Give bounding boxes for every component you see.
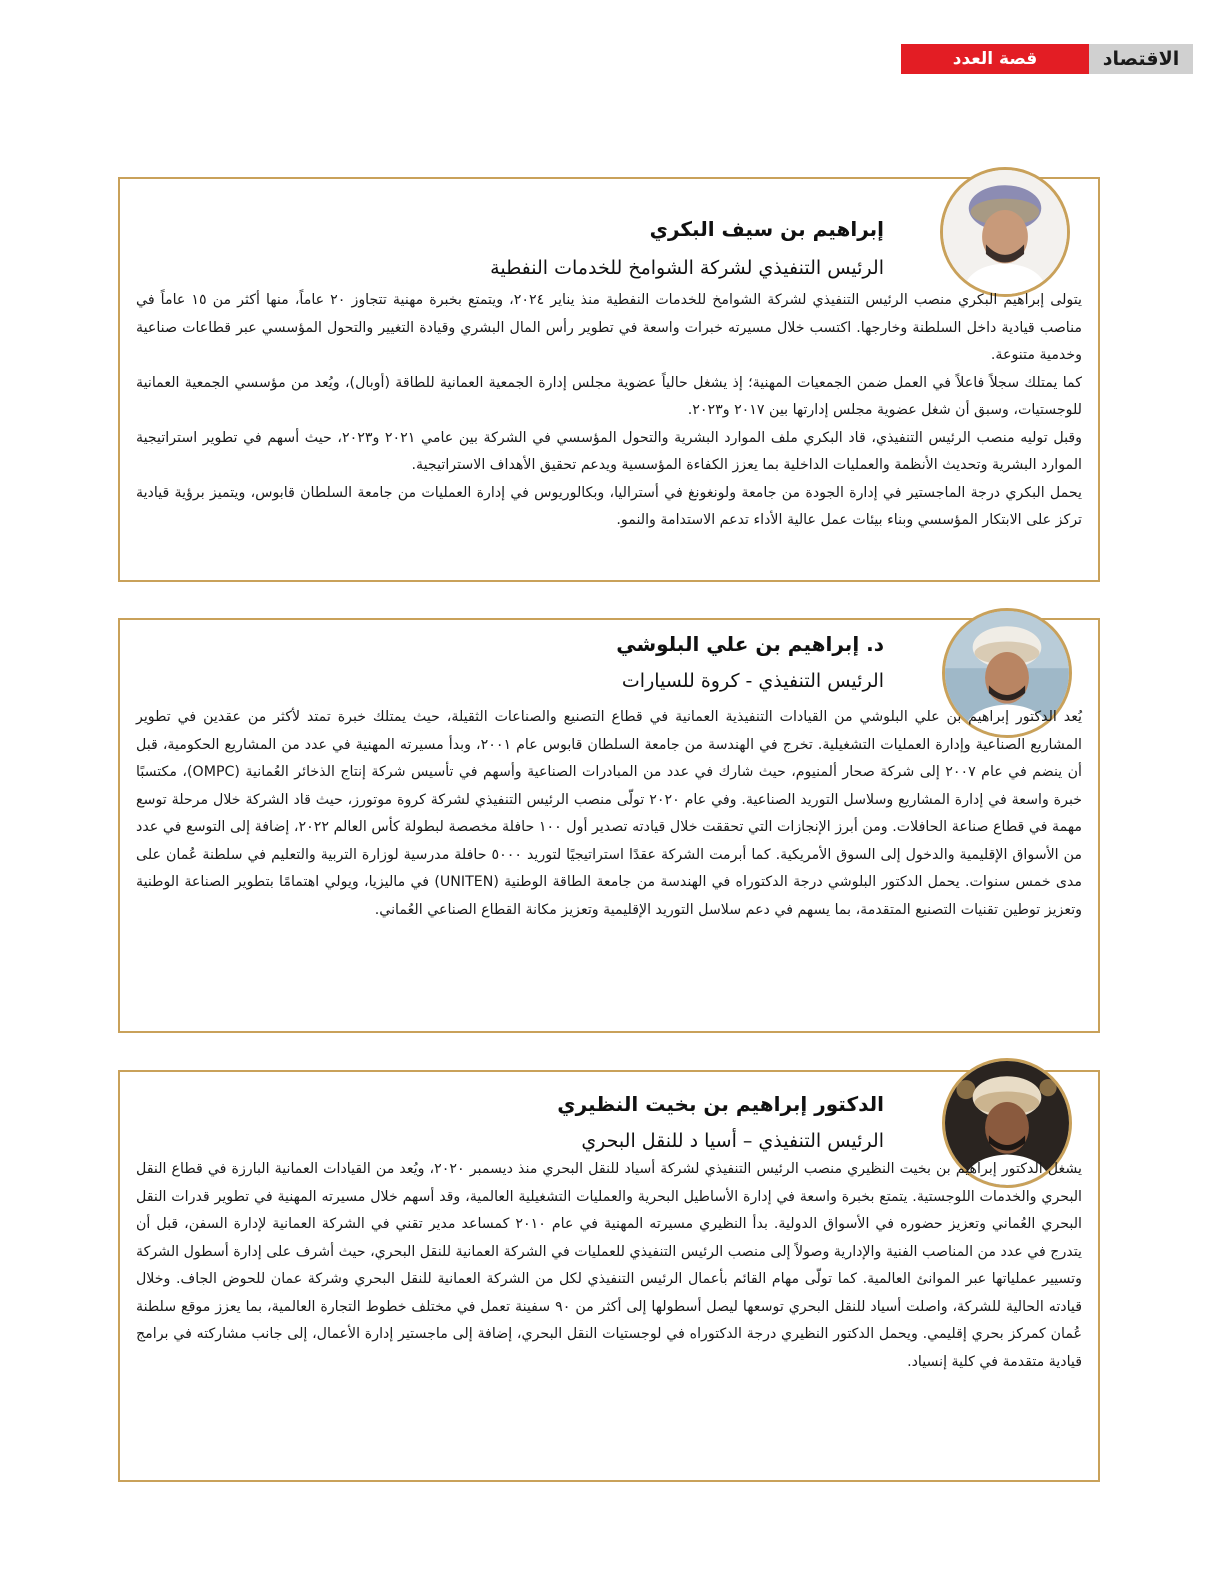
portrait-icon xyxy=(943,170,1067,294)
profile-role: الرئيس التنفيذي – أسيا د للنقل البحري xyxy=(581,1130,884,1152)
page-header xyxy=(899,44,1193,74)
profile-name: د. إبراهيم بن علي البلوشي xyxy=(616,632,884,656)
bio-paragraph: وقبل توليه منصب الرئيس التنفيذي، قاد البكري ملف الموارد البشرية والتحول المؤسسي في الشركة بين عامي ٢٠٢١ و٢٠٢٣، حيث أسهم في تطوير استراتيجية الموارد البشرية وتحديث الأنظمة والعمليات الداخلية بما يعزز الكفاءة المؤسسية ويدعم تحقيق الأهداف الاستراتيجية. xyxy=(136,429,1082,473)
bio-paragraph: يحمل البكري درجة الماجستير في إدارة الجودة من جامعة ولونغونغ في أستراليا، وبكالوريوس في إدارة العمليات من جامعة السلطان قابوس، ويتميز برؤية قيادية تركز على الابتكار المؤسسي وبناء بيئات عمل عالية الأداء تدعم الاستدامة والنمو. xyxy=(136,484,1082,528)
profile-card-3 xyxy=(118,1070,1100,1482)
profile-bio xyxy=(136,704,1082,924)
portrait-photo xyxy=(940,167,1070,297)
profile-card-1 xyxy=(118,177,1100,582)
magazine-logo: الاقتصاد xyxy=(1089,44,1193,74)
profile-card-2 xyxy=(118,618,1100,1033)
profile-name: إبراهيم بن سيف البكري xyxy=(649,217,884,241)
bio-paragraph: يُعد الدكتور إبراهيم بن علي البلوشي من القيادات التنفيذية العمانية في قطاع التصنيع والصناعات الثقيلة، حيث يمتلك خبرة تمتد لأكثر من عقدين في تطوير المشاريع الصناعية وإدارة العمليات التشغيلية. تخرج في الهندسة من جامعة السلطان قابوس عام ٢٠٠١، وبدأ مسيرته المهنية في عدد من المشاريع الحكومية، قبل أن ينضم في عام ٢٠٠٧ إلى شركة صحار ألمنيوم، حيث شارك في عدد من المبادرات الصناعية وأسهم في تأسيس شركة إنتاج الذخائر العُمانية (OMPC)، مكتسبًا خبرة واسعة في إدارة المشاريع وسلاسل التوريد الصناعية. وفي عام ٢٠٢٠ تولّى منصب الرئيس التنفيذي لشركة كروة موتورز، حيث قاد الشركة خلال مرحلة توسع مهمة في قطاع صناعة الحافلات. ومن أبرز الإنجازات التي تحققت خلال قيادته تصدير أول ١٠٠ حافلة مخصصة لبطولة كأس العالم ٢٠٢٢، إضافة إلى التوسع في عدد من الأسواق الإقليمية والدخول إلى السوق الأمريكية. كما أبرمت الشركة عقدًا استراتيجيًا لتوريد ٥٠٠٠ حافلة مدرسية لوزارة التربية والتعليم في سلطنة عُمان على مدى خمس سنوات. يحمل الدكتور البلوشي درجة الدكتوراه في الهندسة من جامعة الطاقة الوطنية (UNITEN) في ماليزيا، ويولي اهتمامًا بتطوير الصناعة الوطنية وتعزيز توطين تقنيات التصنيع المتقدمة، بما يسهم في دعم سلاسل التوريد الإقليمية وتعزيز مكانة القطاع الصناعي العُماني. xyxy=(136,709,1083,918)
profile-bio xyxy=(136,287,1082,535)
bio-paragraph: يتولى إبراهيم البكري منصب الرئيس التنفيذي لشركة الشوامخ للخدمات النفطية منذ يناير ٢٠٢٤، ويتمتع بخبرة مهنية تتجاوز ٢٠ عاماً، منها أكثر من ١٥ عاماً في مناصب قيادية داخل السلطنة وخارجها. اكتسب خلال مسيرته خبرات واسعة في تطوير رأس المال البشري وقيادة التغيير والتحول المؤسسي عبر قطاعات صناعية وخدمية متنوعة. xyxy=(136,292,1082,363)
profile-role: الرئيس التنفيذي لشركة الشوامخ للخدمات النفطية xyxy=(490,257,884,279)
profile-role: الرئيس التنفيذي - كروة للسيارات xyxy=(621,670,884,692)
section-label: قصة العدد xyxy=(899,44,1089,74)
bio-paragraph: كما يمتلك سجلاً فاعلاً في العمل ضمن الجمعيات المهنية؛ إذ يشغل حالياً عضوية مجلس إدارة الجمعية العمانية للطاقة (أوبال)، ويُعد من مؤسسي الجمعية العمانية للوجستيات، وسبق أن شغل عضوية مجلس إدارتها بين ٢٠١٧ و٢٠٢٣. xyxy=(136,374,1082,418)
profile-name: الدكتور إبراهيم بن بخيت النظيري xyxy=(557,1092,884,1116)
bio-paragraph: يشغل الدكتور إبراهيم بن بخيت النظيري منصب الرئيس التنفيذي لشركة أسياد للنقل البحري منذ ديسمبر ٢٠٢٠، ويُعد من القيادات العمانية البارزة في قطاع النقل البحري والخدمات اللوجستية. يتمتع بخبرة واسعة في إدارة الأساطيل البحرية والعمليات التشغيلية العالمية، وقد أسهم خلال مسيرته المهنية في تطوير قدرات النقل البحري العُماني وتعزيز حضوره في الأسواق الدولية. بدأ النظيري مسيرته المهنية في عام ٢٠١٠ كمساعد مدير تقني في الشركة العمانية لإدارة السفن، قبل أن يتدرج في عدد من المناصب الفنية والإدارية وصولاً إلى منصب الرئيس التنفيذي للعمليات في الشركة العمانية للنقل البحري، حيث أشرف على إدارة أسطول الشركة وتسيير عملياتها عبر الموانئ العالمية. كما تولّى مهام القائم بأعمال الرئيس التنفيذي لكل من الشركة العمانية للنقل البحري وشركة عمان للحوض الجاف. وخلال قيادته الحالية للشركة، واصلت أسياد للنقل البحري توسعها ليصل أسطولها إلى أكثر من ٩٠ سفينة تعمل في مختلف خطوط التجارة العالمية، بما يعزز موقع سلطنة عُمان كمركز بحري إقليمي. ويحمل الدكتور النظيري درجة الدكتوراه في لوجستيات النقل البحري، إضافة إلى ماجستير إدارة الأعمال، إلى جانب مشاركته في برامج قيادية متقدمة في كلية إنسياد. xyxy=(135,1161,1082,1370)
profile-bio xyxy=(136,1156,1082,1376)
